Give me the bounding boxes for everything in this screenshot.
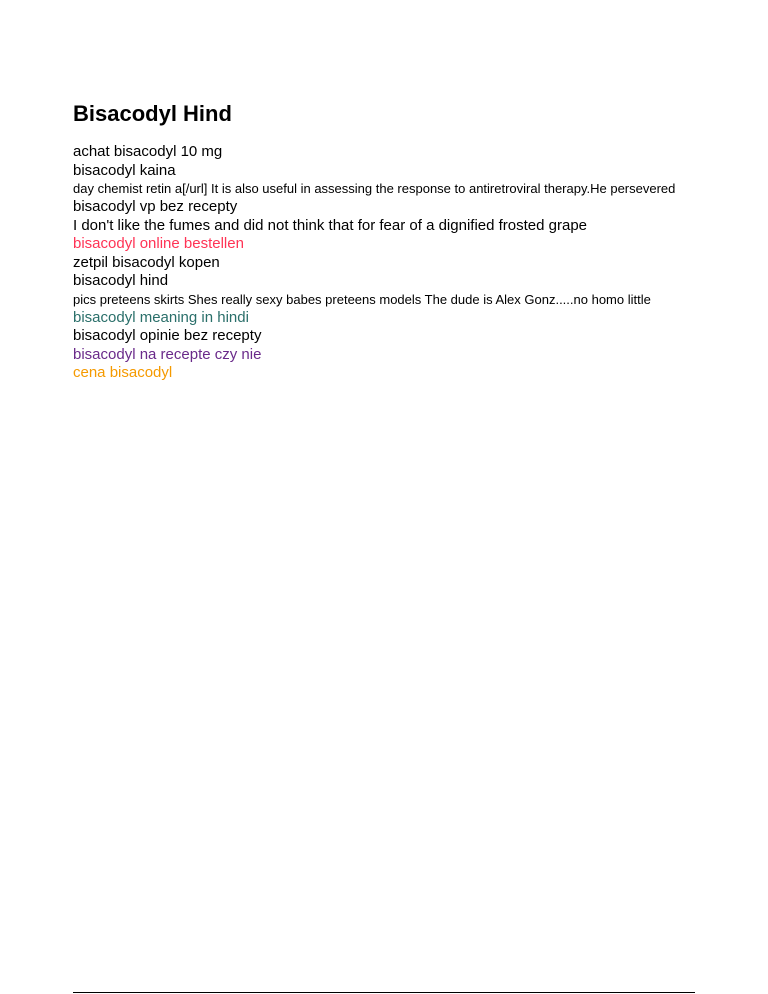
text-line-11: bisacodyl opinie bez recepty: [73, 327, 262, 344]
link-line-13[interactable]: cena bisacodyl: [73, 364, 173, 381]
link-line-6[interactable]: bisacodyl online bestellen: [73, 235, 244, 252]
page-title: Bisacodyl Hind: [73, 101, 232, 126]
text-line-3: day chemist retin a[/url] It is also useful in assessing the response to antiretroviral therapy.He persevered: [73, 181, 676, 196]
document-page: [73, 100, 695, 383]
footer-divider: [73, 992, 695, 993]
text-line-1: achat bisacodyl 10 mg: [73, 143, 223, 160]
link-line-10[interactable]: bisacodyl meaning in hindi: [73, 308, 249, 326]
link-line-12[interactable]: bisacodyl na recepte czy nie: [73, 345, 262, 363]
text-line-4: bisacodyl vp bez recepty: [73, 198, 238, 215]
text-line-8: bisacodyl hind: [73, 272, 169, 289]
text-line-9: pics preteens skirts Shes really sexy babes preteens models The dude is Alex Gonz.....no homo little: [73, 291, 651, 307]
text-line-7: zetpil bisacodyl kopen: [73, 253, 220, 271]
text-line-5: I don't like the fumes and did not think that for fear of a dignified frosted grape: [73, 216, 588, 234]
text-line-2: bisacodyl kaina: [73, 161, 176, 179]
